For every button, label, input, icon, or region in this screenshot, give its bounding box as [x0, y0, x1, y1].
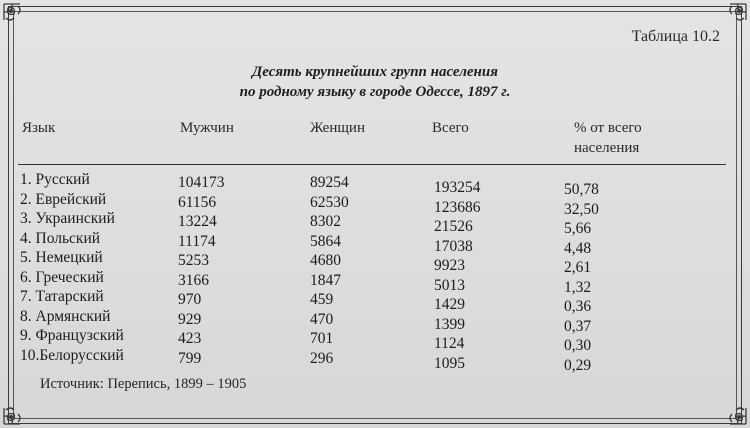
cell-name: 7. Татарский — [20, 288, 104, 305]
cell-percent: 2,61 — [564, 259, 592, 276]
cell-name: 1. Русский — [20, 171, 90, 188]
cell-men: 61156 — [178, 193, 217, 211]
cell-women: 8302 — [310, 213, 341, 230]
cell-name: 2. Еврейский — [20, 190, 107, 208]
cell-total: 123686 — [434, 198, 481, 216]
cell-total: 193254 — [434, 179, 481, 196]
corner-ornament-icon — [2, 392, 36, 426]
header-percent-line-1: % от всего — [574, 120, 642, 136]
cell-men: 3166 — [178, 271, 209, 289]
cell-men: 104173 — [178, 174, 225, 191]
cell-total: 1124 — [434, 335, 465, 352]
cell-total: 9923 — [434, 257, 465, 274]
header-women: Женщин — [310, 120, 365, 136]
cell-women: 1847 — [310, 271, 341, 289]
column-percent — [564, 180, 599, 375]
cell-women: 459 — [310, 291, 334, 308]
column-total — [434, 178, 481, 373]
cell-women: 62530 — [310, 193, 349, 211]
cell-women: 5864 — [310, 232, 341, 250]
corner-ornament-icon — [714, 392, 748, 426]
cell-name: 5. Немецкий — [20, 249, 103, 266]
cell-women: 470 — [310, 310, 334, 328]
cell-name: 4. Польский — [20, 229, 101, 247]
table-number: Таблица 10.2 — [631, 28, 720, 45]
column-men — [178, 173, 225, 368]
column-women — [310, 173, 349, 368]
cell-women: 701 — [310, 330, 334, 347]
title-line-2: по родному языку в городе Одессе, 1897 г. — [239, 84, 511, 100]
cell-percent: 5,66 — [564, 220, 592, 237]
cell-percent: 0,30 — [564, 337, 592, 354]
cell-name: 10.Белорусский — [20, 346, 124, 364]
cell-men: 929 — [178, 310, 202, 328]
cell-women: 4680 — [310, 252, 341, 269]
column-language-names — [20, 170, 124, 365]
cell-total: 21526 — [434, 218, 473, 235]
cell-percent: 32,50 — [564, 200, 599, 218]
cell-men: 11174 — [178, 232, 216, 250]
cell-percent: 0,29 — [564, 356, 592, 374]
cell-percent: 0,37 — [564, 317, 592, 335]
cell-men: 13224 — [178, 213, 217, 230]
header-language: Язык — [22, 120, 56, 136]
cell-total: 17038 — [434, 237, 473, 255]
header-total: Всего — [432, 120, 469, 136]
cell-men: 970 — [178, 291, 202, 308]
cell-percent: 50,78 — [564, 181, 599, 198]
cell-total: 1095 — [434, 354, 465, 372]
cell-total: 1429 — [434, 296, 465, 313]
cell-percent: 4,48 — [564, 239, 592, 257]
cell-name: 3. Украинский — [20, 210, 115, 227]
cell-men: 5253 — [178, 252, 209, 269]
cell-total: 5013 — [434, 276, 465, 294]
table-title — [140, 62, 610, 102]
cell-percent: 1,32 — [564, 278, 592, 296]
corner-ornament-icon — [2, 2, 36, 36]
header-divider — [18, 164, 726, 165]
header-men: Мужчин — [180, 120, 234, 136]
cell-women: 296 — [310, 349, 334, 367]
cell-men: 799 — [178, 349, 202, 367]
source-note: Источник: Перепись, 1899 – 1905 — [40, 376, 247, 392]
cell-name: 9. Французский — [20, 327, 124, 344]
cell-name: 8. Армянский — [20, 307, 111, 325]
cell-total: 1399 — [434, 315, 465, 333]
header-percent-line-2: населения — [574, 140, 640, 156]
cell-men: 423 — [178, 330, 202, 347]
cell-percent: 0,36 — [564, 298, 592, 315]
header-percent — [574, 118, 724, 158]
cell-women: 89254 — [310, 174, 349, 191]
title-line-1: Десять крупнейших групп населения — [252, 64, 498, 80]
cell-name: 6. Греческий — [20, 268, 104, 286]
